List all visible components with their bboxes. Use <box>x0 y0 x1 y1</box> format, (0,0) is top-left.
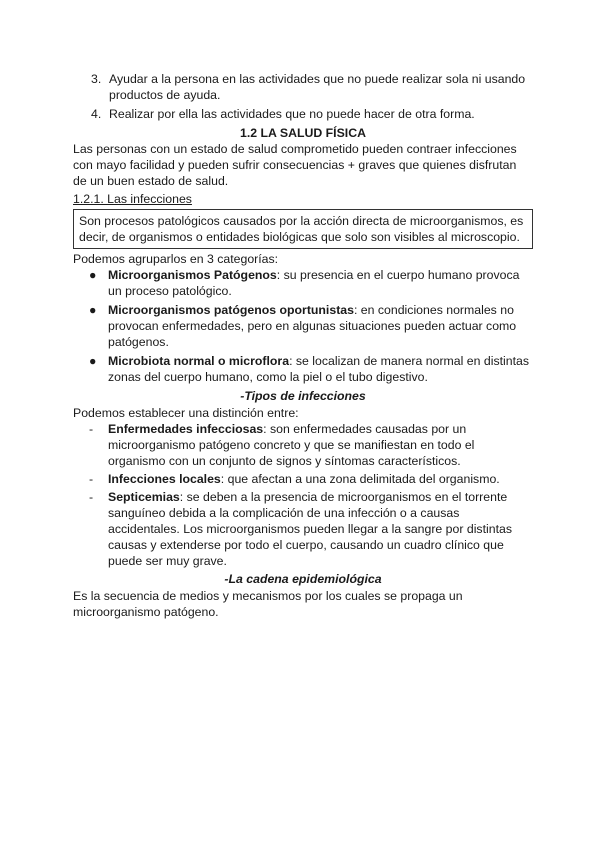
category-item <box>73 353 533 385</box>
chain-paragraph: Es la secuencia de medios y mecanismos por los cuales se propaga un microorganismo patógeno. <box>73 589 463 619</box>
categories-list <box>73 267 533 385</box>
list-item-text: Realizar por ella las actividades que no puede hacer de otra forma. <box>109 107 475 121</box>
list-number: 3. <box>91 72 102 86</box>
category-text: : se localizan de manera normal en distintas zonas del cuerpo humano, como la piel o el tubo digestivo. <box>108 354 529 384</box>
numbered-list <box>73 71 533 122</box>
dash-marker: - <box>89 490 94 504</box>
type-term: Septicemias <box>108 490 180 504</box>
dash-marker: - <box>89 472 94 486</box>
dash-marker: - <box>89 422 94 436</box>
category-text: : en condiciones normales no provocan enfermedades, pero en algunas situaciones pueden actuar como patógenos. <box>108 303 517 349</box>
types-intro: Podemos establecer una distinción entre: <box>73 406 299 420</box>
types-list <box>73 421 533 569</box>
type-text: : se deben a la presencia de microorganismos en el torrente sanguíneo debida a la complicación de una infección o a causas accidentales. Los microorganismos pueden llegar a la sangre por distintas causas y extenderse por todo el cuerpo, causando un cuadro clínico que puede ser muy grave. <box>108 490 512 568</box>
page-content <box>73 71 533 620</box>
category-item <box>73 267 533 299</box>
type-term: Infecciones locales <box>108 472 221 486</box>
category-term: Microorganismos patógenos oportunistas <box>108 303 354 317</box>
bullet-icon: ● <box>89 303 97 317</box>
type-text: : que afectan a una zona delimitada del organismo. <box>220 472 500 486</box>
category-item <box>73 302 533 350</box>
type-item <box>73 489 533 569</box>
bullet-icon: ● <box>89 268 97 282</box>
intro-paragraph: Las personas con un estado de salud comprometido pueden contraer infecciones con mayo facilidad y pueden sufrir consecuencias + graves que quienes disfrutan de un buen estado de salud. <box>73 142 517 188</box>
list-item <box>73 106 533 122</box>
types-heading: -Tipos de infecciones <box>240 389 366 403</box>
type-text: : son enfermedades causadas por un microorganismo patógeno concreto y que se manifiestan en todo el organismo con un conjunto de signos y síntomas característicos. <box>108 422 475 468</box>
category-term: Microorganismos Patógenos <box>108 268 277 282</box>
type-term: Enfermedades infecciosas <box>108 422 264 436</box>
chain-heading: -La cadena epidemiológica <box>224 572 382 586</box>
bullet-icon: ● <box>89 354 97 368</box>
definition-box: Son procesos patológicos causados por la acción directa de microorganismos, es decir, de organismos o entidades biológicas que solo son visibles al microscopio. <box>73 209 533 249</box>
categories-intro: Podemos agruparlos en 3 categorías: <box>73 252 279 266</box>
category-text: : su presencia en el cuerpo humano provoca un proceso patológico. <box>108 268 520 298</box>
section-title: 1.2 LA SALUD FÍSICA <box>240 126 366 140</box>
type-item <box>73 471 533 487</box>
subsection-title: 1.2.1. Las infecciones <box>73 192 192 206</box>
category-term: Microbiota normal o microflora <box>108 354 290 368</box>
list-item-text: Ayudar a la persona en las actividades que no puede realizar sola ni usando productos de ayuda. <box>109 72 526 102</box>
list-item <box>73 71 533 103</box>
list-number: 4. <box>91 107 102 121</box>
type-item <box>73 421 533 469</box>
